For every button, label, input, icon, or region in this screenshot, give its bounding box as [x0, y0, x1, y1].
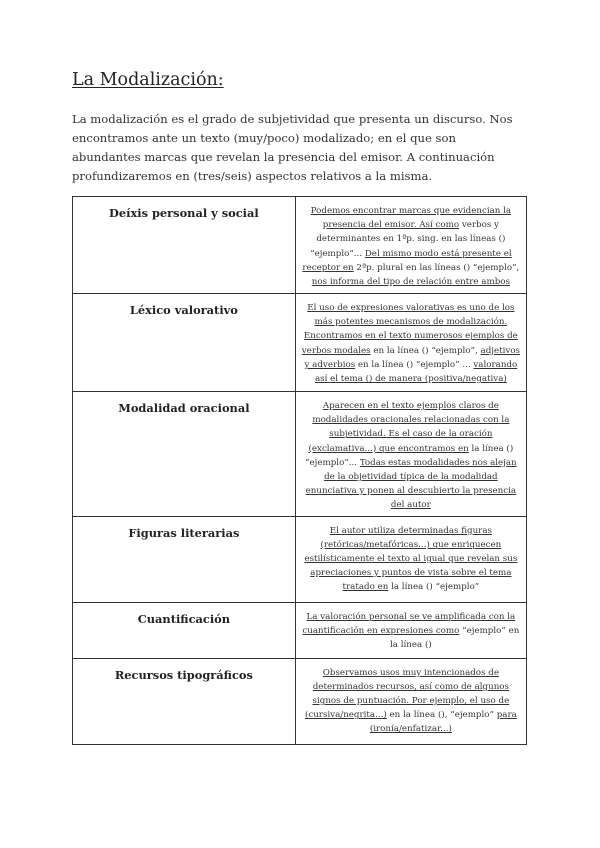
- aspect-label: Modalidad oracional: [73, 392, 296, 517]
- page-title: La Modalización:: [72, 70, 224, 90]
- aspect-description: [295, 516, 526, 602]
- table-body: [73, 197, 527, 745]
- underlined-text: nos informa del tipo de relación entre ambos: [311, 277, 510, 288]
- underlined-text: Aparecen en el texto ejemplos claros de modalidades oracionales relacionadas con la subjetividad. Es el caso de la oración (exclamativa...) que encontramos en: [308, 401, 510, 454]
- underlined-text: Observamos usos muy intencionados de determinados recursos, así como de algunos signos de puntuación. Por ejemplo, el uso de (cursiva/negrita...): [304, 667, 510, 721]
- aspect-label: Recursos tipográficos: [73, 658, 296, 744]
- intro-paragraph: La modalización es el grado de subjetividad que presenta un discurso. Nos encontramos ante un texto (muy/poco) modalizado; en el que son abundantes marcas que revelan la presencia del emisor. A continuación profundizaremos en (tres/seis) aspectos relativos a la misma.: [72, 112, 513, 183]
- aspect-label: Deíxis personal y social: [73, 197, 296, 294]
- underlined-text: El autor utiliza determinadas figuras (retóricas/metafóricas...) que enriquecen estilísticamente el texto al igual que revelan sus apreciaciones y puntos de vista sobre el tema tratado en: [304, 525, 518, 593]
- plain-text: en la línea (), “ejemplo”: [386, 710, 497, 721]
- table-row: [73, 294, 527, 392]
- table-row: [73, 392, 527, 517]
- aspect-description: [295, 392, 526, 517]
- aspect-description: [295, 658, 526, 744]
- table-row: [73, 516, 527, 602]
- underlined-text: para (ironía/enfatizar...): [369, 710, 517, 735]
- aspect-label: Figuras literarias: [73, 516, 296, 602]
- plain-text: “ejemplo” en la línea (): [390, 625, 520, 651]
- plain-text: en la línea () “ejemplo”,: [370, 345, 481, 356]
- table-row: [73, 658, 527, 744]
- plain-text: verbos y determinantes en 1ªp. sing. en las líneas () “ejemplo”...: [310, 220, 506, 259]
- table-row: [73, 602, 527, 658]
- underlined-text: Podemos encontrar marcas que evidencian la presencia del emisor. Así como: [310, 206, 512, 231]
- underlined-text: Todas estas modalidades nos alejan de la objetividad típica de la modalidad enunciativa y ponen al descubierto la presencia del autor: [305, 457, 517, 511]
- aspect-description: [295, 294, 526, 392]
- plain-text: en la línea () “ejemplo” ...: [355, 359, 474, 370]
- aspect-label: Léxico valorativo: [73, 294, 296, 392]
- underlined-text: Del mismo modo está presente el receptor en: [302, 248, 512, 273]
- aspect-description: [295, 197, 526, 294]
- underlined-text: valorando así el tema () de manera (positiva/negativa): [314, 359, 518, 385]
- modalization-table: [72, 196, 527, 745]
- underlined-text: El uso de expresiones valorativas es uno de los más potentes mecanismos de modalización. Encontramos en el texto numerosos ejemplos de verbos modales: [301, 303, 518, 356]
- aspect-label: Cuantificación: [73, 602, 296, 658]
- underlined-text: La valoración personal se ve amplificada con la cuantificación en expresiones como: [302, 611, 516, 636]
- underlined-text: adjetivos y adverbios: [304, 345, 520, 370]
- plain-text: la línea () “ejemplo”...: [305, 443, 514, 468]
- plain-text: 2ªp. plural en las líneas () “ejemplo”,: [353, 262, 520, 273]
- table-row: [73, 197, 527, 294]
- plain-text: la línea () “ejemplo”: [388, 582, 480, 593]
- aspect-description: [295, 602, 526, 658]
